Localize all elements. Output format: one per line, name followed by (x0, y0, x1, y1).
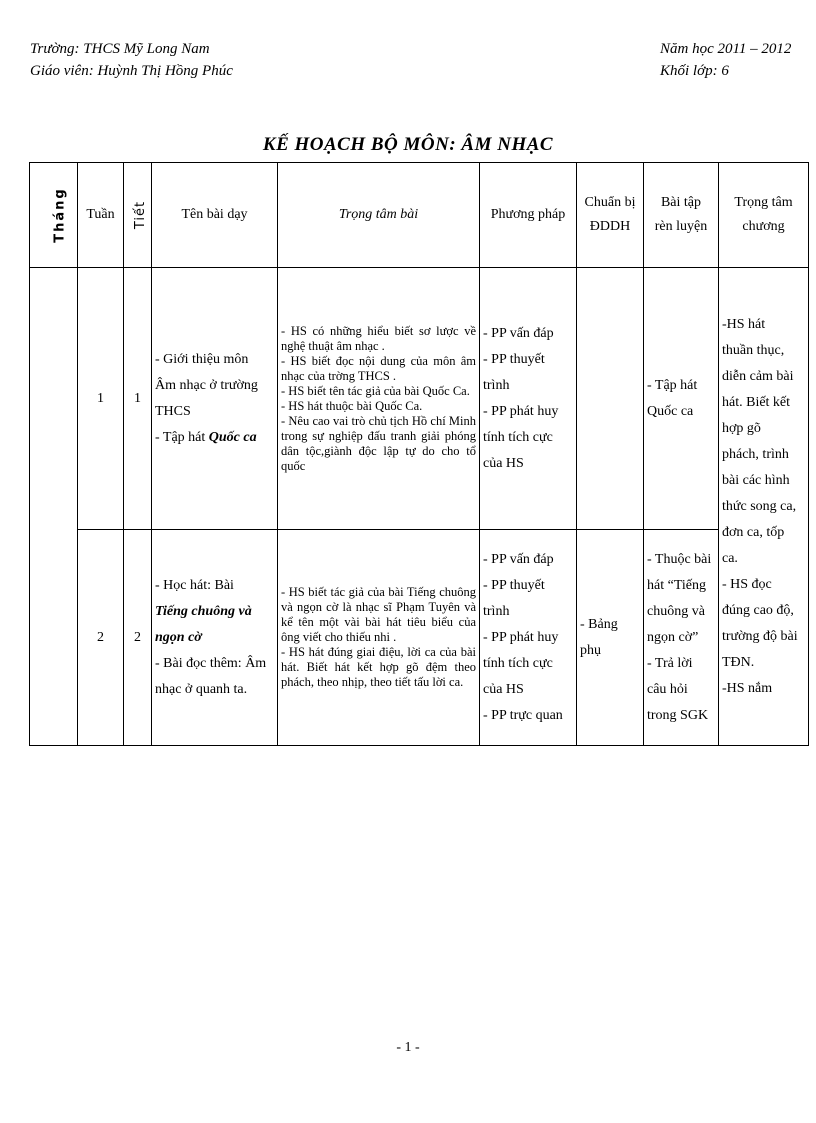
col-bai-tap: Bài tập rèn luyện (644, 163, 719, 268)
col-trong-tam-bai: Trọng tâm bài (278, 163, 480, 268)
cell-bai-tap: - Thuộc bài hát “Tiếng chuông và ngọn cờ” - Trả lời câu hỏi trong SGK (644, 530, 719, 746)
col-thang: Tháng (30, 163, 78, 268)
cell-tuan: 2 (78, 530, 124, 746)
cell-thang (30, 268, 78, 746)
lesson-plan-table (29, 162, 809, 746)
col-phuong-phap: Phương pháp (480, 163, 577, 268)
cell-tuan: 1 (78, 268, 124, 530)
school-year: Năm học 2011 – 2012 (660, 41, 792, 57)
teacher-name: Giáo viên: Huỳnh Thị Hồng Phúc (30, 63, 233, 79)
col-tuan: Tuần (78, 163, 124, 268)
cell-tiet: 1 (124, 268, 152, 530)
cell-trong-tam-bai: - HS biết tác giả của bài Tiếng chuông và ngọn cờ là nhạc sĩ Phạm Tuyên và kể tên một vài bài hát tiêu biểu của ông viết cho thiếu nhi . - HS hát đúng giai điệu, lời ca của bài hát. Biết hát kết hợp gõ đệm theo phách, theo nhịp, theo tiết tấu lời ca. (278, 530, 480, 746)
cell-ten-bai: - Giới thiệu môn Âm nhạc ở trường THCS - Tập hát Quốc ca (152, 268, 278, 530)
page-number: - 1 - (396, 1040, 420, 1055)
header-left (30, 38, 233, 82)
col-chuan-bi: Chuẩn bị ĐDDH (577, 163, 644, 268)
cell-tiet: 2 (124, 530, 152, 746)
table-row (30, 268, 809, 530)
cell-bai-tap: - Tập hát Quốc ca (644, 268, 719, 530)
header-right (660, 38, 791, 82)
school-name: Trường: THCS Mỹ Long Nam (30, 41, 210, 57)
cell-chuan-bi: - Bảng phụ (577, 530, 644, 746)
cell-phuong-phap: - PP vấn đáp - PP thuyết trình - PP phát huy tính tích cực của HS (480, 268, 577, 530)
col-trong-tam-chuong: Trọng tâm chương (719, 163, 809, 268)
document-title: KẾ HOẠCH BỘ MÔN: ÂM NHẠC (262, 134, 554, 155)
table-header-row (30, 163, 809, 268)
col-tiet: Tiết (124, 163, 152, 268)
table-row (30, 530, 809, 746)
grade-level: Khối lớp: 6 (660, 63, 729, 79)
cell-ten-bai: - Học hát: Bài Tiếng chuông và ngọn cờ - Bài đọc thêm: Âm nhạc ở quanh ta. (152, 530, 278, 746)
cell-trong-tam-chuong: -HS hát thuần thục, diễn cảm bài hát. Biết kết hợp gõ phách, trình bài các hình thức song ca, đơn ca, tốp ca. - HS đọc đúng cao độ, trường độ bài TĐN. -HS nắm (719, 268, 809, 746)
col-ten-bai: Tên bài dạy (152, 163, 278, 268)
cell-phuong-phap: - PP vấn đáp - PP thuyết trình - PP phát huy tính tích cực của HS - PP trực quan (480, 530, 577, 746)
cell-chuan-bi (577, 268, 644, 530)
cell-trong-tam-bai: - HS có những hiểu biết sơ lược về nghệ thuật âm nhạc . - HS biết đọc nội dung của môn âm nhạc của trờng THCS . - HS biết tên tác giả của bài Quốc Ca. - HS hát thuộc bài Quốc Ca. - Nêu cao vai trò chủ tịch Hồ chí Minh trong sự nghiệp đấu tranh giải phóng dân tộc,giành độc lập tự do cho tổ quốc (278, 268, 480, 530)
